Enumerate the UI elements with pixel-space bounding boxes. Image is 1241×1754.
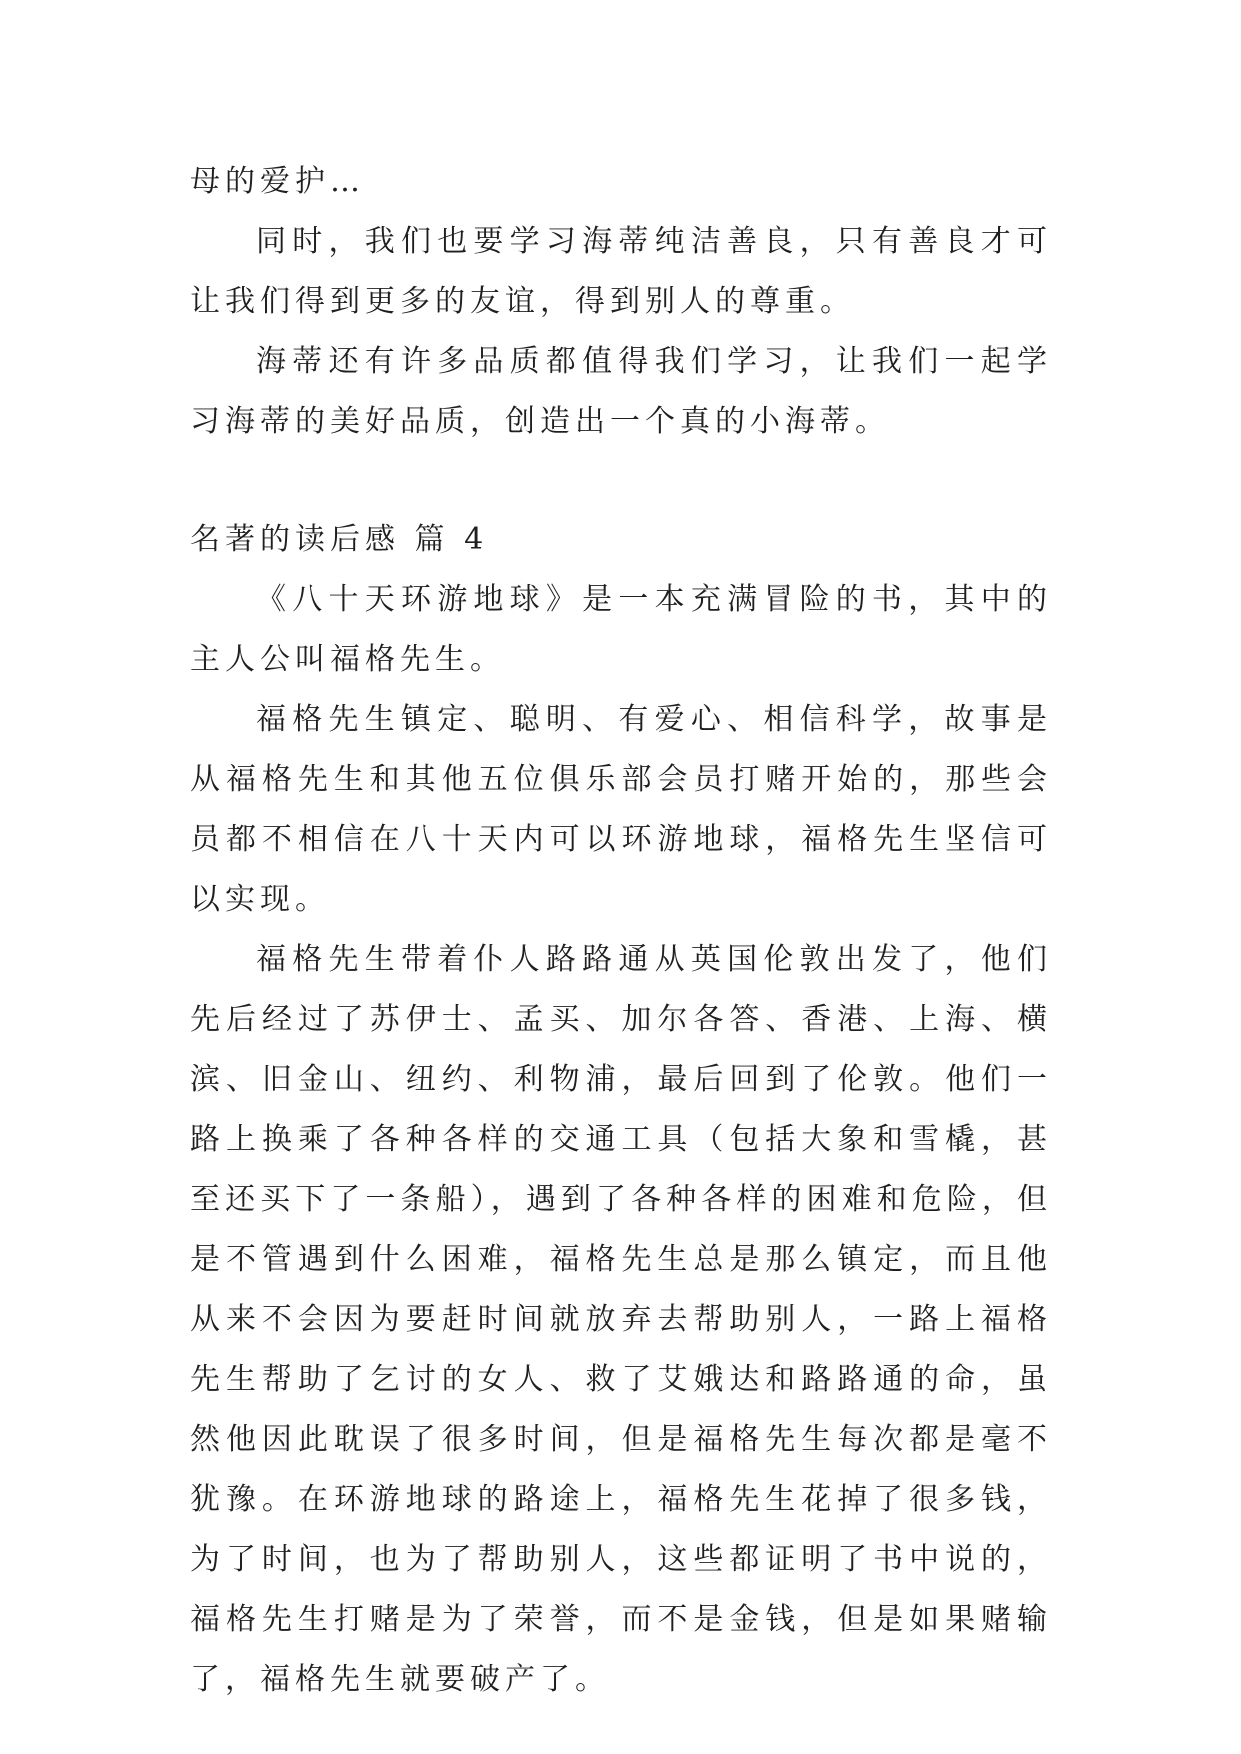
section-block: [190, 510, 1052, 1710]
paragraph: 海蒂还有许多品质都值得我们学习，让我们一起学习海蒂的美好品质，创造出一个真的小海蒂。: [190, 344, 1052, 439]
continuation-fragment: 母的爱护…: [190, 164, 365, 199]
paragraph: 《八十天环游地球》是一本充满冒险的书，其中的主人公叫福格先生。: [190, 582, 1052, 677]
continuation-block: [190, 152, 1052, 452]
paragraph: 同时，我们也要学习海蒂纯洁善良，只有善良才可让我们得到更多的友谊，得到别人的尊重。: [190, 224, 1052, 319]
paragraph: 福格先生镇定、聪明、有爱心、相信科学，故事是从福格先生和其他五位俱乐部会员打赌开始的，那些会员都不相信在八十天内可以环游地球，福格先生坚信可以实现。: [190, 702, 1052, 917]
paragraph: 福格先生带着仆人路路通从英国伦敦出发了，他们先后经过了苏伊士、孟买、加尔各答、香港、上海、横滨、旧金山、纽约、利物浦，最后回到了伦敦。他们一路上换乘了各种各样的交通工具（包括大象和雪橇，甚至还买下了一条船），遇到了各种各样的困难和危险，但是不管遇到什么困难，福格先生总是那么镇定，而且他从来不会因为要赶时间就放弃去帮助别人，一路上福格先生帮助了乞讨的女人、救了艾娥达和路路通的命，虽然他因此耽误了很多时间，但是福格先生每次都是毫不犹豫。在环游地球的路途上，福格先生花掉了很多钱，为了时间，也为了帮助别人，这些都证明了书中说的，福格先生打赌是为了荣誉，而不是金钱，但是如果赌输了，福格先生就要破产了。: [190, 942, 1052, 1697]
section-heading: 名著的读后感 篇 4: [190, 522, 489, 557]
